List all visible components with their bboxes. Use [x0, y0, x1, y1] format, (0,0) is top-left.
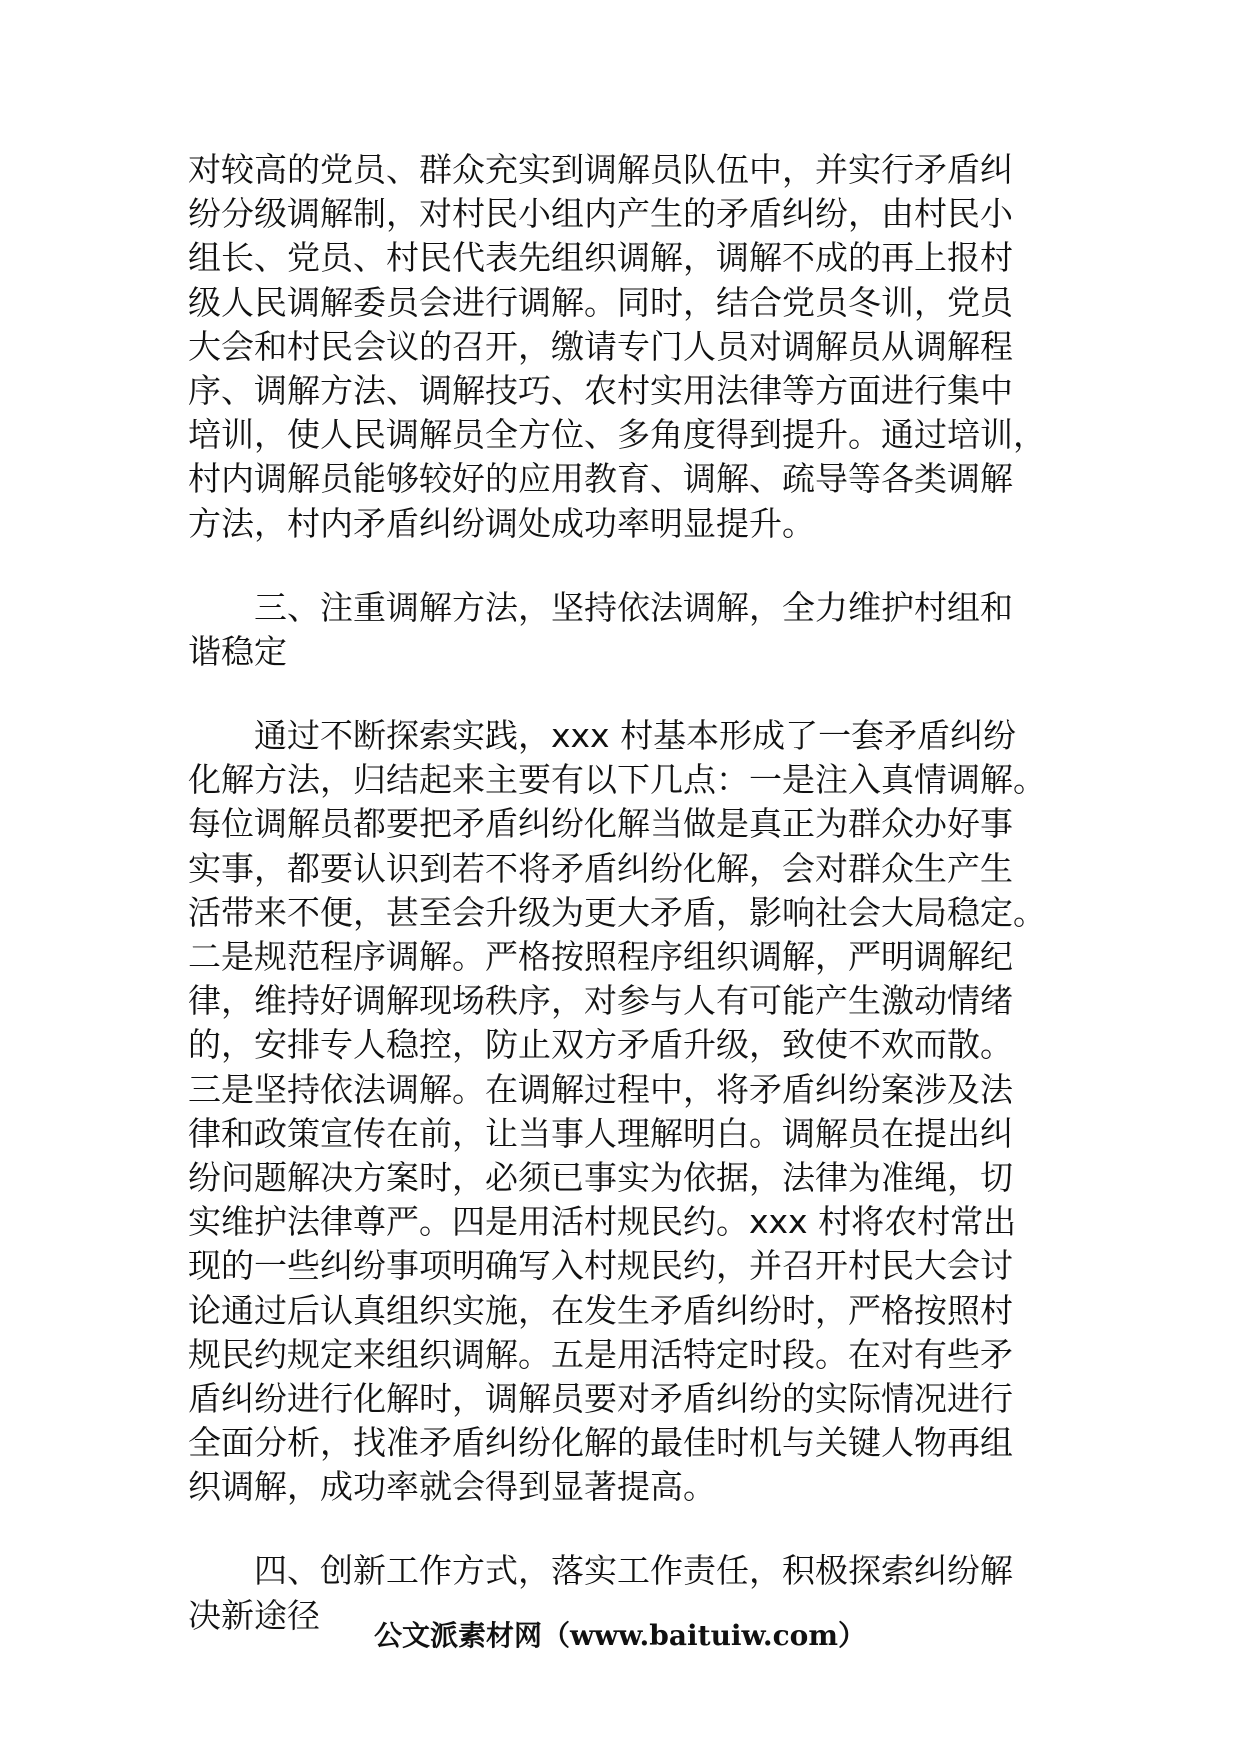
text-line: 现的一些纠纷事项明确写入村规民约，并召开村民大会讨: [188, 1246, 1013, 1286]
text-line: 的，安排专人稳控，防止双方矛盾升级，致使不欢而散。: [188, 1025, 1013, 1065]
text-line: 律和政策宣传在前，让当事人理解明白。调解员在提出纠: [188, 1113, 1013, 1153]
text-line: 纷问题解决方案时，必须已事实为依据，法律为准绳，切: [188, 1157, 1013, 1197]
section-3-body: [188, 714, 1052, 1509]
text-line: 化解方法，归结起来主要有以下几点：一是注入真情调解。: [188, 760, 1046, 800]
paragraph-spacing: [188, 674, 1052, 714]
text-line: 织调解，成功率就会得到显著提高。: [188, 1467, 716, 1507]
text-line: 律，维持好调解现场秩序，对参与人有可能产生激动情绪: [188, 981, 1013, 1021]
text-line: 全面分析，找准矛盾纠纷化解的最佳时机与关键人物再组: [188, 1423, 1013, 1463]
text-line: 二是规范程序调解。严格按照程序组织调解，严明调解纪: [188, 937, 1013, 976]
heading-line: 谐稳定: [188, 631, 287, 671]
paragraph-spacing: [188, 1509, 1052, 1549]
text-line: 三是坚持依法调解。在调解过程中，将矛盾纠纷案涉及法: [188, 1069, 1013, 1109]
text-line: 级人民调解委员会进行调解。同时，结合党员冬训，党员: [188, 282, 1013, 322]
text-line: 论通过后认真组织实施，在发生矛盾纠纷时，严格按照村: [188, 1290, 1013, 1330]
text-line: 大会和村民会议的召开，缴请专门人员对调解员从调解程: [188, 326, 1013, 366]
text-line: 通过不断探索实践，xxx 村基本形成了一套矛盾纠纷: [254, 716, 1017, 756]
text-line: 对较高的党员、群众充实到调解员队伍中，并实行矛盾纠: [188, 150, 1013, 189]
text-line: 盾纠纷进行化解时，调解员要对矛盾纠纷的实际情况进行: [188, 1378, 1013, 1418]
heading-line: 决新途径: [188, 1595, 320, 1635]
footer-watermark: 公文派素材网（www.baituiw.com）: [374, 1619, 866, 1652]
section-heading-3: [188, 586, 1052, 674]
text-line: 实维护法律尊严。四是用活村规民约。xxx 村将农村常出: [188, 1202, 1017, 1242]
document-body: [188, 148, 1052, 1638]
text-line: 村内调解员能够较好的应用教育、调解、疏导等各类调解: [188, 459, 1013, 499]
text-line: 组长、党员、村民代表先组织调解，调解不成的再上报村: [188, 238, 1013, 278]
text-line: 实事，都要认识到若不将矛盾纠纷化解，会对群众生产生: [188, 848, 1013, 888]
text-line: 纷分级调解制，对村民小组内产生的矛盾纠纷，由村民小: [188, 194, 1013, 234]
paragraph-continuation: [188, 148, 1052, 546]
heading-line: 四、创新工作方式，落实工作责任，积极探索纠纷解: [254, 1551, 1013, 1591]
text-line: 规民约规定来组织调解。五是用活特定时段。在对有些矛: [188, 1334, 1013, 1374]
text-line: 序、调解方法、调解技巧、农村实用法律等方面进行集中: [188, 370, 1013, 410]
paragraph-spacing: [188, 546, 1052, 586]
text-line: 每位调解员都要把矛盾纠纷化解当做是真正为群众办好事: [188, 804, 1013, 844]
text-line: 活带来不便，甚至会升级为更大矛盾，影响社会大局稳定。: [188, 892, 1046, 932]
heading-line: 三、注重调解方法，坚持依法调解，全力维护村组和: [254, 587, 1013, 627]
text-line: 方法，村内矛盾纠纷调处成功率明显提升。: [188, 503, 815, 543]
text-line: 培训，使人民调解员全方位、多角度得到提升。通过培训，: [188, 415, 1046, 455]
